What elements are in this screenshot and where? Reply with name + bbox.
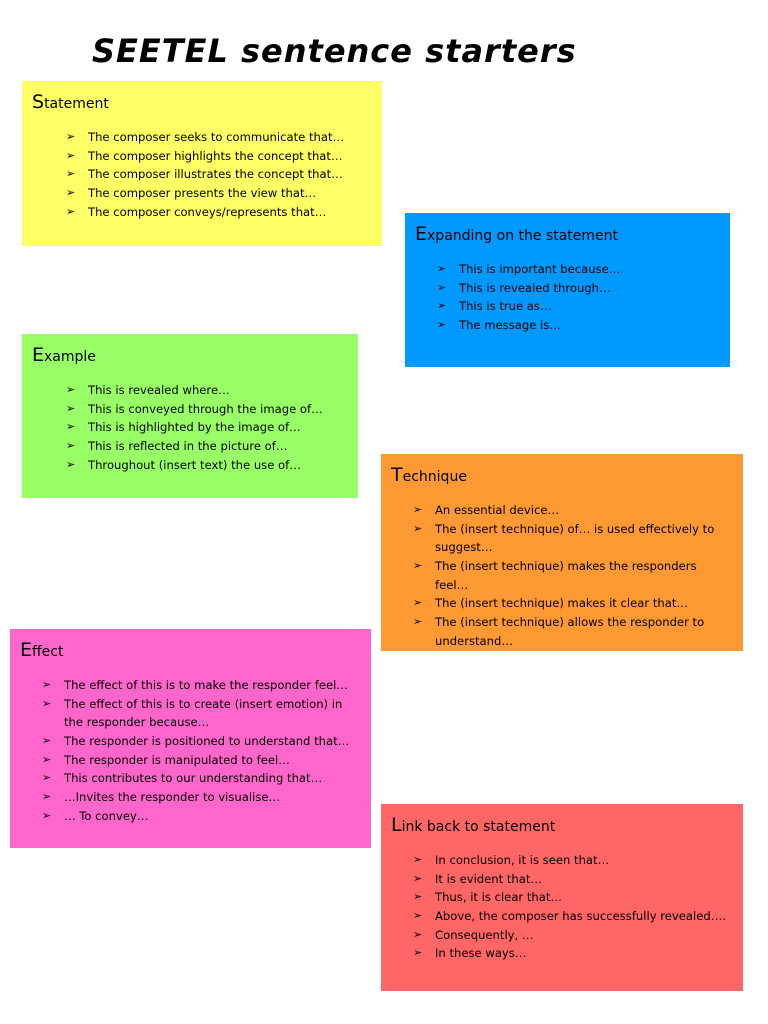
sentence-starter <box>437 260 720 279</box>
expanding-heading <box>415 223 720 246</box>
sentence-starter-text: This is true as… <box>459 299 552 314</box>
sentence-starter <box>413 870 733 889</box>
arrowhead-bullet-icon: ➢ <box>413 558 423 572</box>
arrowhead-bullet-icon: ➢ <box>42 696 52 710</box>
sentence-starter <box>66 400 348 419</box>
sentence-starter <box>66 184 372 203</box>
sentence-starter-text: The responder is positioned to understand that… <box>64 733 350 748</box>
sentence-starter-text: The composer seeks to communicate that… <box>88 129 345 144</box>
arrowhead-bullet-icon: ➢ <box>437 261 447 275</box>
sentence-starter <box>413 851 733 870</box>
sentence-starter-text: The effect of this is to make the responder feel… <box>64 677 348 692</box>
sentence-starter-text: Above, the composer has successfully revealed…. <box>435 908 726 923</box>
arrowhead-bullet-icon: ➢ <box>413 946 423 960</box>
sentence-starter <box>42 769 361 788</box>
technique-card <box>381 454 743 651</box>
sentence-starter <box>66 128 372 147</box>
statement-starter-list <box>32 128 372 222</box>
example-starter-list <box>32 381 348 475</box>
sentence-starter-text: This is revealed where… <box>88 382 230 397</box>
expanding-card <box>405 213 730 367</box>
sentence-starter-text: The message is… <box>459 317 561 332</box>
effect-card <box>10 629 371 848</box>
heading-initial: L <box>391 814 402 836</box>
sentence-starter <box>437 279 720 298</box>
sentence-starter-text: Consequently, … <box>435 927 534 942</box>
heading-rest: echnique <box>402 469 467 485</box>
sentence-starter-text: …Invites the responder to visualise… <box>64 790 281 805</box>
example-card <box>22 334 358 498</box>
sentence-starter-text: It is evident that… <box>435 871 543 886</box>
sentence-starter-text: Thus, it is clear that… <box>435 890 563 905</box>
heading-rest: xpanding on the statement <box>427 228 619 244</box>
sentence-starter-text: In conclusion, it is seen that… <box>435 852 610 867</box>
heading-rest: ffect <box>32 644 64 660</box>
sentence-starter <box>66 147 372 166</box>
statement-card <box>22 81 382 246</box>
sentence-starter <box>66 437 348 456</box>
arrowhead-bullet-icon: ➢ <box>66 204 76 218</box>
sentence-starter-text: … To convey… <box>64 808 149 823</box>
sentence-starter-text: The composer illustrates the concept that… <box>88 167 343 182</box>
sentence-starter-text: The (insert technique) makes it clear that… <box>435 596 688 611</box>
sentence-starter-text: This is important because… <box>459 261 621 276</box>
sentence-starter-text: The composer highlights the concept that… <box>88 148 343 163</box>
sentence-starter <box>66 418 348 437</box>
arrowhead-bullet-icon: ➢ <box>437 299 447 313</box>
effect-starter-list <box>20 676 361 826</box>
arrowhead-bullet-icon: ➢ <box>42 808 52 822</box>
technique-heading <box>391 464 733 487</box>
sentence-starter <box>437 316 720 335</box>
heading-initial: E <box>415 223 428 245</box>
sentence-starter <box>413 613 733 650</box>
sentence-starter-text: An essential device… <box>435 502 560 517</box>
arrowhead-bullet-icon: ➢ <box>66 148 76 162</box>
sentence-starter <box>42 751 361 770</box>
heading-initial: S <box>32 91 45 113</box>
arrowhead-bullet-icon: ➢ <box>66 167 76 181</box>
sentence-starter <box>66 381 348 400</box>
arrowhead-bullet-icon: ➢ <box>413 502 423 516</box>
sentence-starter-text: The (insert technique) makes the responders feel… <box>435 558 697 592</box>
sentence-starter-text: Throughout (insert text) the use of… <box>88 457 301 472</box>
sentence-starter-text: The effect of this is to create (insert emotion) in the responder because… <box>64 696 343 730</box>
sentence-starter <box>413 907 733 926</box>
sentence-starter-text: The composer presents the view that… <box>88 185 317 200</box>
sentence-starter <box>413 557 733 594</box>
arrowhead-bullet-icon: ➢ <box>66 420 76 434</box>
sentence-starter <box>42 676 361 695</box>
arrowhead-bullet-icon: ➢ <box>42 771 52 785</box>
link-back-card <box>381 804 743 991</box>
sentence-starter <box>42 732 361 751</box>
heading-initial: E <box>32 344 45 366</box>
sentence-starter <box>413 944 733 963</box>
sentence-starter <box>413 520 733 557</box>
arrowhead-bullet-icon: ➢ <box>413 908 423 922</box>
sentence-starter <box>413 501 733 520</box>
example-heading <box>32 344 348 367</box>
sentence-starter <box>413 888 733 907</box>
arrowhead-bullet-icon: ➢ <box>42 790 52 804</box>
sentence-starter-text: The (insert technique) allows the responder to understand… <box>435 615 705 648</box>
arrowhead-bullet-icon: ➢ <box>66 438 76 452</box>
sentence-starter <box>42 695 361 732</box>
arrowhead-bullet-icon: ➢ <box>413 521 423 535</box>
sentence-starter-text: This contributes to our understanding that… <box>64 771 323 786</box>
sentence-starter <box>413 926 733 945</box>
heading-rest: tatement <box>44 96 109 112</box>
link-back-heading <box>391 814 733 837</box>
heading-initial: T <box>391 464 403 486</box>
arrowhead-bullet-icon: ➢ <box>66 185 76 199</box>
sentence-starter-text: The composer conveys/represents that… <box>88 204 327 219</box>
page-title: SEETEL sentence starters <box>92 32 577 70</box>
arrowhead-bullet-icon: ➢ <box>413 890 423 904</box>
arrowhead-bullet-icon: ➢ <box>413 596 423 610</box>
arrowhead-bullet-icon: ➢ <box>66 129 76 143</box>
sentence-starter <box>42 788 361 807</box>
link-back-starter-list <box>391 851 733 963</box>
arrowhead-bullet-icon: ➢ <box>413 927 423 941</box>
statement-heading <box>32 91 372 114</box>
sentence-starter <box>42 807 361 826</box>
arrowhead-bullet-icon: ➢ <box>42 752 52 766</box>
arrowhead-bullet-icon: ➢ <box>66 382 76 396</box>
effect-heading <box>20 639 361 662</box>
arrowhead-bullet-icon: ➢ <box>437 280 447 294</box>
arrowhead-bullet-icon: ➢ <box>66 401 76 415</box>
sentence-starter <box>66 165 372 184</box>
arrowhead-bullet-icon: ➢ <box>42 677 52 691</box>
arrowhead-bullet-icon: ➢ <box>42 733 52 747</box>
sentence-starter-text: This is conveyed through the image of… <box>88 401 323 416</box>
arrowhead-bullet-icon: ➢ <box>413 615 423 629</box>
sentence-starter <box>437 297 720 316</box>
sentence-starter <box>66 203 372 222</box>
sentence-starter-text: The responder is manipulated to feel… <box>64 752 290 767</box>
sentence-starter-text: This is revealed through… <box>459 280 611 295</box>
sentence-starter-text: In these ways… <box>435 946 527 961</box>
sentence-starter-text: This is highlighted by the image of… <box>88 420 301 435</box>
heading-rest: xample <box>44 349 96 365</box>
sentence-starter-text: The (insert technique) of… is used effectively to suggest… <box>435 521 715 555</box>
arrowhead-bullet-icon: ➢ <box>413 852 423 866</box>
sentence-starter-text: This is reflected in the picture of… <box>88 438 288 453</box>
sentence-starter <box>413 594 733 613</box>
arrowhead-bullet-icon: ➢ <box>413 871 423 885</box>
arrowhead-bullet-icon: ➢ <box>437 317 447 331</box>
technique-starter-list <box>391 501 733 651</box>
arrowhead-bullet-icon: ➢ <box>66 457 76 471</box>
expanding-starter-list <box>415 260 720 335</box>
sentence-starter <box>66 456 348 475</box>
heading-initial: E <box>20 639 33 661</box>
heading-rest: ink back to statement <box>401 819 556 835</box>
